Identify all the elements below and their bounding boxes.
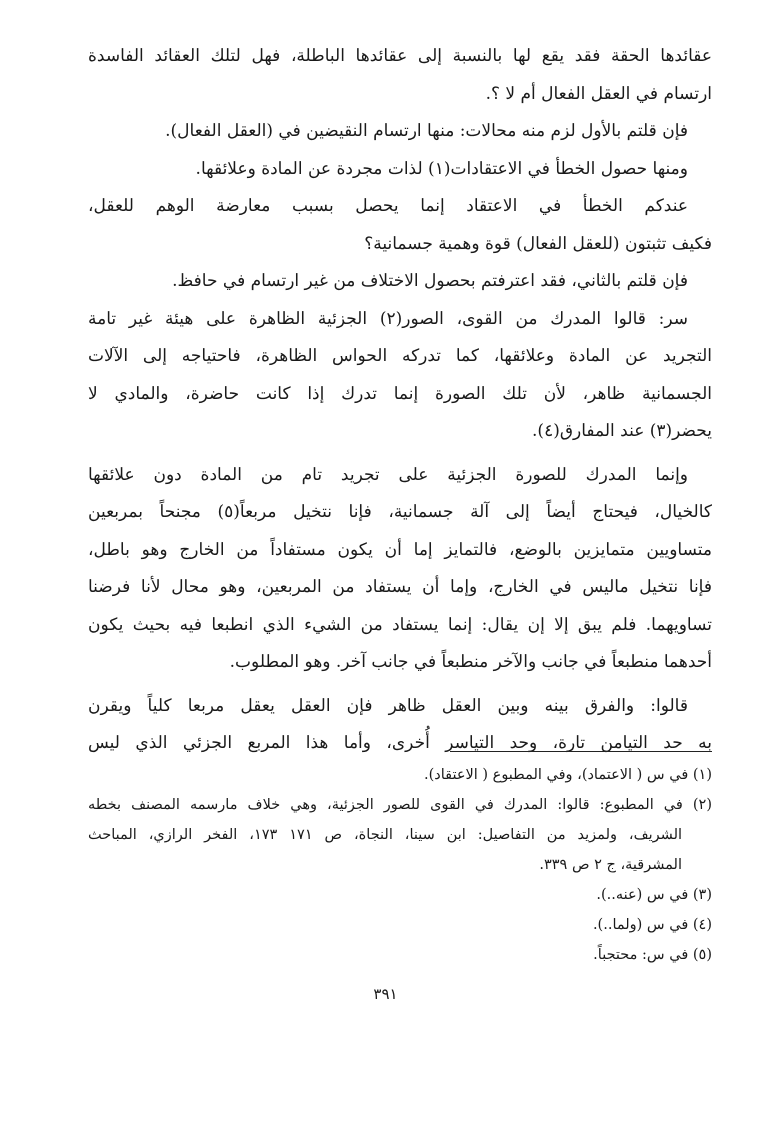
text-line: سر: قالوا المدرك من القوى، الصور(٢) الجزئية الظاهرة على هيئة غير تامة [88,308,688,329]
footnote: (٤) في س (ولما..). [592,917,712,933]
text-line: عقائدها الحقة فقد يقع لها بالنسبة إلى عقائدها الباطلة، فهل لتلك العقائد الفاسدة [88,46,712,66]
text-line: التجريد عن المادة وعلائقها، كما تدركه الحواس الظاهرة، فاحتياجه إلى الآلات [88,346,712,366]
text-line: قالوا: والفرق بينه وبين العقل ظاهر فإن العقل يعقل مربعا كلياً ويقرن [88,695,688,716]
text-line: تساويهما. فلم يبق إلا إن يقال: إنما يستفاد من الشيء الذي انطبعا فيه بحيث يكون [88,614,712,635]
page-number: ٣٩١ [373,985,398,1003]
text-line: فكيف تثبتون (للعقل الفعال) قوة وهمية جسمانية؟ [364,233,712,254]
text-line: فإن قلتم بالثاني، فقد اعترفتم بحصول الاختلاف من غير ارتسام في حافظ. [172,271,688,291]
footnote: (٣) في س (عنه..). [596,887,712,903]
footnote-continuation: الشريف، ولمزيد من التفاصيل: ابن سينا، النجاة، ص ١٧١ ١٧٣، الفخر الرازي، المباحث [88,827,683,843]
main-text [88,38,712,763]
footnote-separator [450,751,712,752]
footnote: (٥) في س: محتجباً. [593,947,712,963]
footnotes [88,760,712,970]
text-line: متساويين متمايزين بالوضع، فالتمايز إما أن يكون مستفاداً من الخارج وهو باطل، [88,539,712,560]
text-line: به حد التيامن تارة، وحد التياسر أُخرى، وأما هذا المربع الجزئي الذي ليس [88,733,712,753]
text-line: كالخيال، فيحتاج أيضاً إلى آلة جسمانية، فإنا نتخيل مربعاً(٥) مجنحاً بمربعين [88,502,712,522]
text-line: فإن قلتم بالأول لزم منه محالات: منها ارتسام النقيضين في (العقل الفعال). [165,121,688,141]
text-line: الجسمانية ظاهر، لأن تلك الصورة إنما تدرك إذا كانت حاضرة، والمادي لا [88,383,712,404]
text-line: أحدهما منطبعاً في جانب والآخر منطبعاً في جانب آخر. وهو المطلوب. [229,652,712,672]
text-line: عندكم الخطأ في الاعتقاد إنما يحصل بسبب معارضة الوهم للعقل، [88,196,688,216]
text-line: وإنما المدرك للصورة الجزئية على تجريد تام من المادة دون علائقها [88,464,688,485]
text-line: يحضر(٣) عند المفارق(٤). [532,421,712,441]
footnote: (١) في س ( الاعتماد)، وفي المطبوع ( الاعتقاد). [423,767,712,783]
text-line: ارتسام في العقل الفعال أم لا ؟. [485,83,712,104]
footnote-continuation: المشرقية، ج ٢ ص ٣٣٩. [539,857,682,873]
text-line: ومنها حصول الخطأ في الاعتقادات(١) لذات مجردة عن المادة وعلائقها. [195,158,688,179]
footnote: (٢) في المطبوع: قالوا: المدرك في القوى للصور الجزئية، وهي خلاف مارسمه المصنف بخطه [88,797,712,813]
text-line: فإنا نتخيل ماليس في الخارج، وإما أن يستفاد من المربعين، وهو محال لأنا فرضنا [88,577,712,597]
